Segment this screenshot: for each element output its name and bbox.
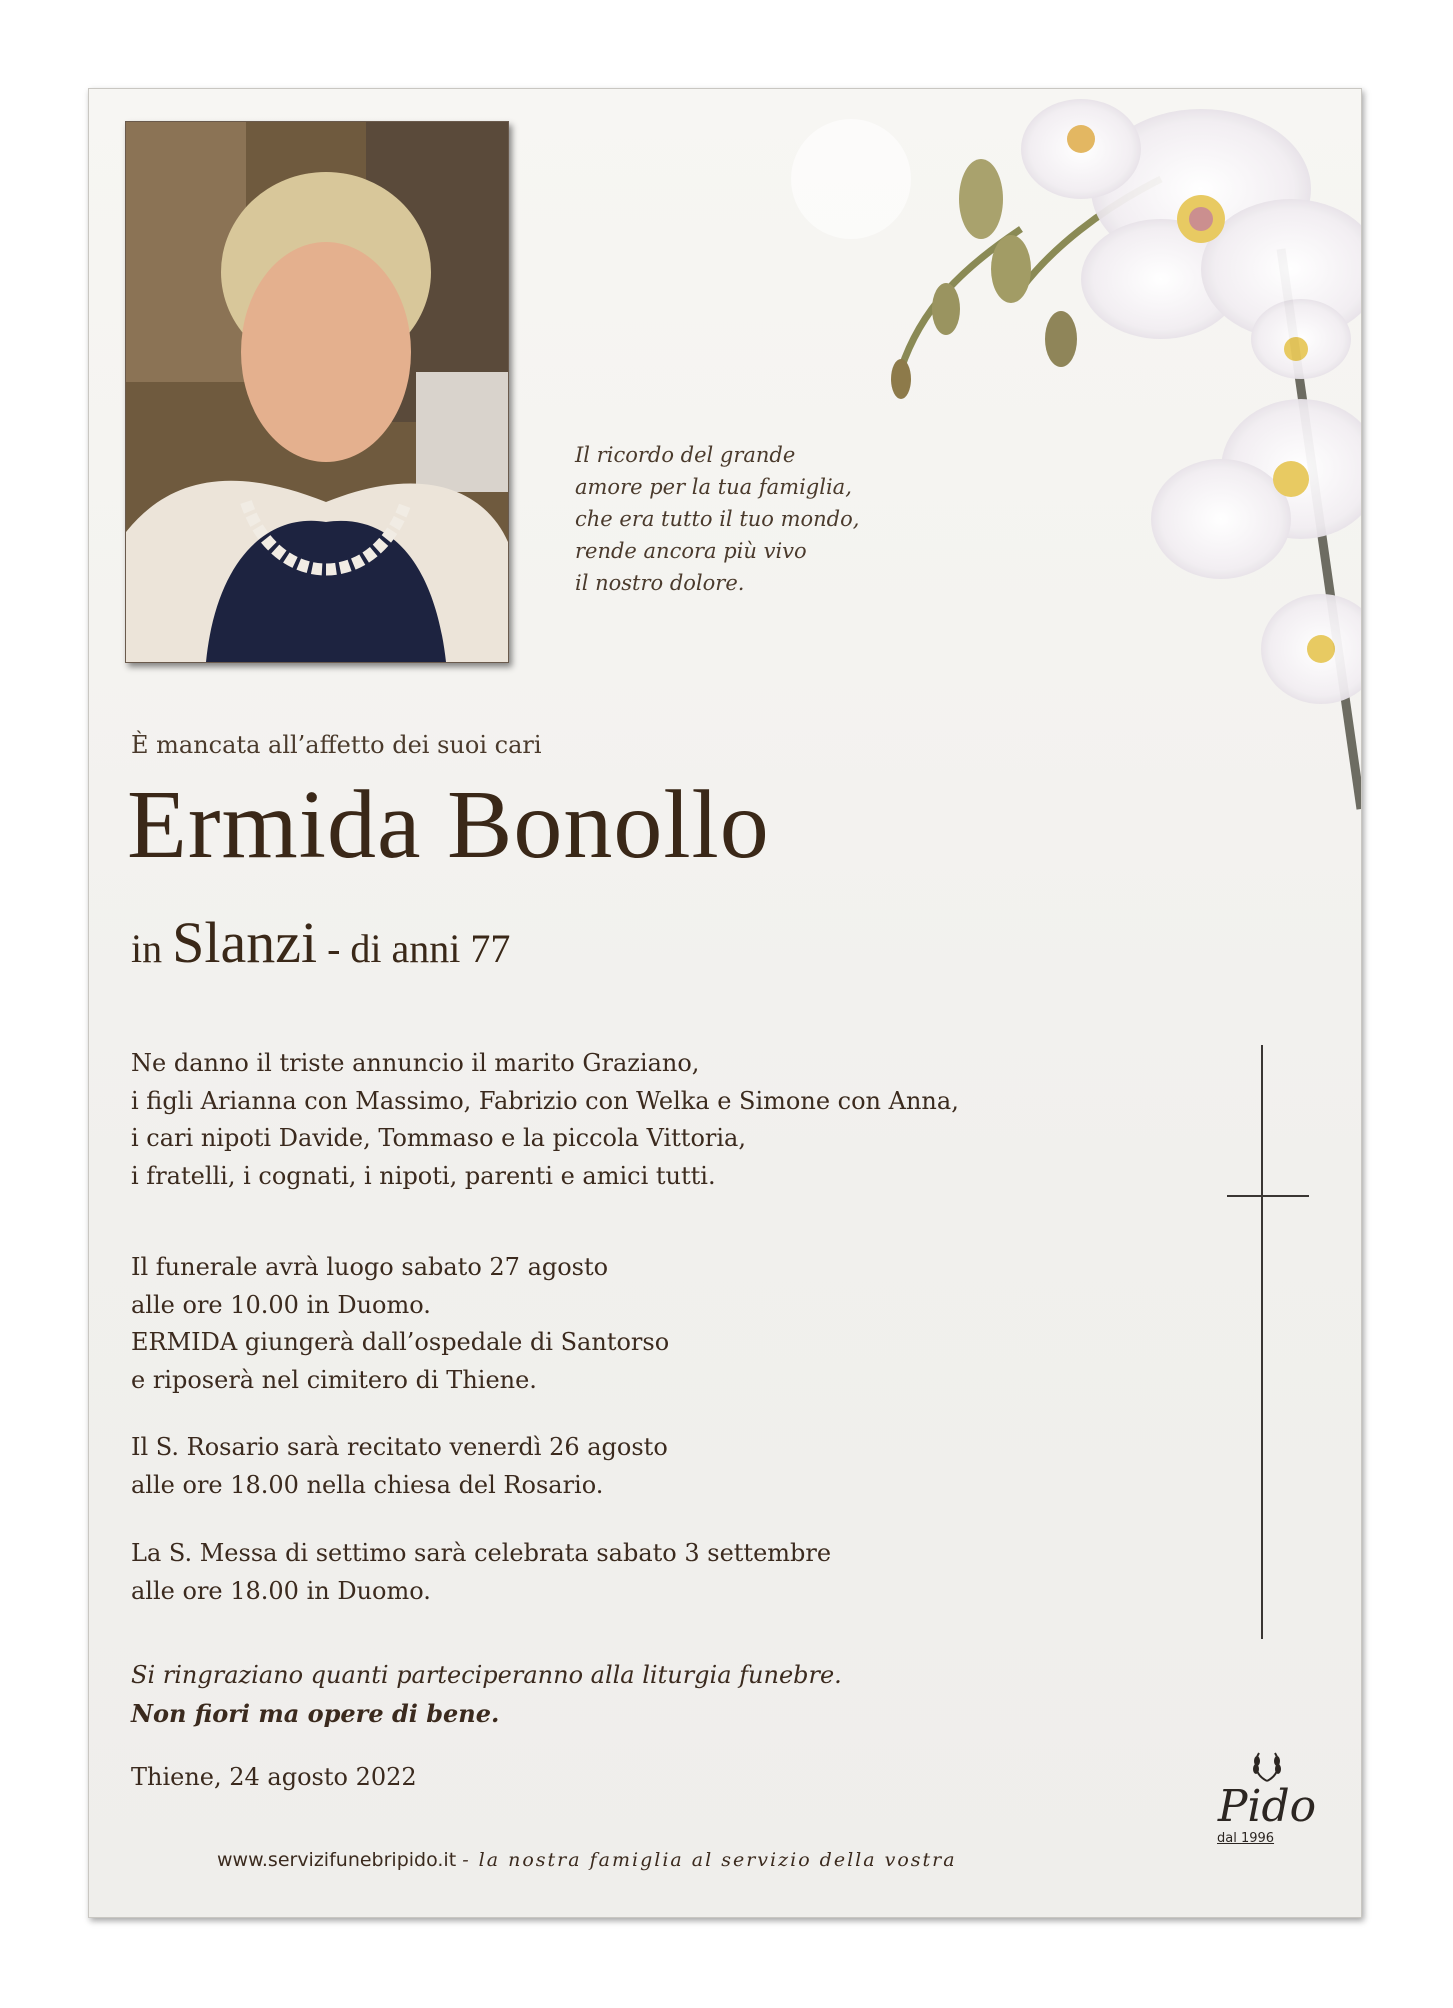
footer-motto: - la nostra famiglia al servizio della vostra [462, 1849, 957, 1871]
cross-icon-bar [1227, 1195, 1309, 1197]
rosary-block [131, 1429, 668, 1504]
married-name-line [131, 909, 510, 976]
married-prefix: in [131, 926, 163, 971]
obituary-sheet [88, 88, 1362, 1918]
rosary-line: alle ore 18.00 nella chiesa del Rosario. [131, 1470, 604, 1499]
mass-line: alle ore 18.00 in Duomo. [131, 1576, 431, 1605]
footer [217, 1849, 957, 1871]
footer-url[interactable]: www.servizifunebripido.it [217, 1849, 457, 1871]
thanks-block [131, 1657, 842, 1732]
logo-since: dal 1996 [1217, 1831, 1275, 1846]
announcement-block [131, 1045, 959, 1195]
funeral-line: Il funerale avrà luogo sabato 27 agosto [131, 1253, 609, 1281]
quote-line: che era tutto il tuo mondo, [575, 507, 860, 531]
intro-text: È mancata all’affetto dei suoi cari [131, 731, 542, 759]
funeral-line: e riposerà nel cimitero di Thiene. [131, 1365, 537, 1394]
announcement-line: i fratelli, i cognati, i nipoti, parenti e amici tutti. [131, 1161, 716, 1190]
funeral-home-logo [1207, 1749, 1327, 1846]
mass-line: La S. Messa di settimo sarà celebrata sabato 3 settembre [131, 1539, 832, 1567]
announcement-line: i figli Arianna con Massimo, Fabrizio con Welka e Simone con Anna, [131, 1086, 959, 1115]
funeral-block [131, 1249, 669, 1399]
quote-line: amore per la tua famiglia, [575, 475, 852, 499]
announcement-line: Ne danno il triste annuncio il marito Graziano, [131, 1049, 700, 1077]
funeral-line: ERMIDA giungerà dall’ospedale di Santorso [131, 1328, 670, 1356]
memorial-quote [575, 439, 935, 599]
cross-icon [1261, 1045, 1263, 1639]
portrait-photo [125, 121, 509, 663]
quote-line: Il ricordo del grande [575, 443, 796, 467]
quote-line: il nostro dolore. [575, 571, 745, 595]
thanks-line: Si ringraziano quanti parteciperanno alla liturgia funebre. [131, 1661, 842, 1689]
quote-line: rende ancora più vivo [575, 539, 807, 563]
logo-name: Pido [1217, 1781, 1317, 1832]
mass-block [131, 1535, 831, 1610]
funeral-line: alle ore 10.00 in Duomo. [131, 1290, 431, 1319]
place-date: Thiene, 24 agosto 2022 [131, 1763, 417, 1791]
laurel-icon [1247, 1749, 1287, 1783]
announcement-line: i cari nipoti Davide, Tommaso e la piccola Vittoria, [131, 1124, 746, 1152]
rosary-line: Il S. Rosario sarà recitato venerdì 26 agosto [131, 1433, 668, 1461]
deceased-name: Ermida Bonollo [127, 771, 770, 879]
age-text: - di anni 77 [327, 926, 511, 971]
no-flowers-line: Non fiori ma opere di bene. [131, 1698, 500, 1728]
married-surname: Slanzi [172, 910, 318, 975]
